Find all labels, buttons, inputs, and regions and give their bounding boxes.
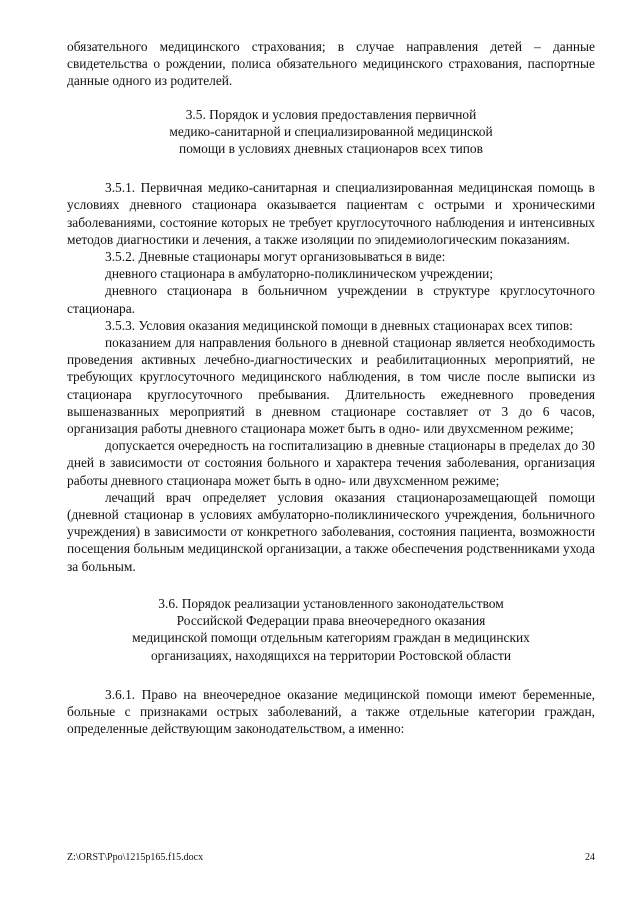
heading-line: 3.6. Порядок реализации установленного законодательством xyxy=(158,595,504,611)
paragraph-3-6-1: 3.6.1. Право на внеочередное оказание медицинской помощи имеют беременные, больные с признаками острых заболеваний, а также отдельные категории граждан, определенные действующим законодательством, а именно: xyxy=(67,686,595,737)
heading-line: Российской Федерации права внеочередного оказания xyxy=(176,613,486,629)
heading-line: медико-санитарной и специализированной медицинской xyxy=(169,123,493,139)
document-page xyxy=(67,38,595,737)
paragraph-3-5-3-a: показанием для направления больного в дневной стационар является необходимость проведения активных лечебно-диагностических и реабилитационных мероприятий, не требующих круглосуточного медицинского наблюдения, в том числе после выписки из стационара круглосуточного пребывания. Длительность ежедневного проведения вышеназванных мероприятий в дневном стационаре составляет от 3 до 6 часов, организация работы дневного стационара может быть в одно- или двухсменном режиме; xyxy=(67,335,595,437)
page-number: 24 xyxy=(585,852,595,863)
paragraph-top: обязательного медицинского страхования; в случае направления детей – данные свидетельства о рождении, полиса обязательного медицинского страхования, паспортные данные одного из родителей. xyxy=(67,39,595,89)
paragraph-3-5-2: 3.5.2. Дневные стационары могут организовываться в виде: xyxy=(105,249,446,265)
heading-line: организациях, находящихся на территории Ростовской области xyxy=(150,647,512,663)
paragraph-3-5-2-a: дневного стационара в амбулаторно-поликлиническом учреждении; xyxy=(105,266,494,282)
section-3-6-heading xyxy=(67,595,595,664)
paragraph-3-5-3-c: лечащий врач определяет условия оказания стационарозамещающей помощи (дневной стационар в условиях амбулаторно-поликлинического учреждения, больничного учреждения) в зависимости от конкретного заболевания, состояния пациента, возможности посещения больным медицинской организации, а также обеспечения родственниками ухода за больным. xyxy=(67,489,595,574)
section-3-5-heading xyxy=(67,106,595,158)
paragraph-3-5-1: 3.5.1. Первичная медико-санитарная и специализированная медицинская помощь в условиях дневного стационара оказывается пациентам с острыми и хроническими заболеваниями, состояние которых не требует круглосуточного наблюдения и интенсивных методов диагностики и лечения, а также изоляции по эпидемиологическим показаниям. xyxy=(67,180,595,247)
file-path: Z:\ORST\Ppo\1215p165.f15.docx xyxy=(67,852,204,863)
heading-line: помощи в условиях дневных стационаров всех типов xyxy=(179,141,483,157)
paragraph-3-5-3: 3.5.3. Условия оказания медицинской помощи в дневных стационарах всех типов: xyxy=(105,317,573,333)
heading-line: 3.5. Порядок и условия предоставления первичной xyxy=(185,106,477,122)
paragraph-3-5-3-b: допускается очередность на госпитализацию в дневные стационары в пределах до 30 дней в зависимости от состояния больного и характера течения заболевания, организация работы дневного стационара может быть в одно- или двухсменном режиме; xyxy=(67,438,595,488)
paragraph-3-5-2-b: дневного стационара в больничном учреждении в структуре круглосуточного стационара. xyxy=(67,283,595,316)
heading-line: медицинской помощи отдельным категориям граждан в медицинских xyxy=(132,630,530,646)
